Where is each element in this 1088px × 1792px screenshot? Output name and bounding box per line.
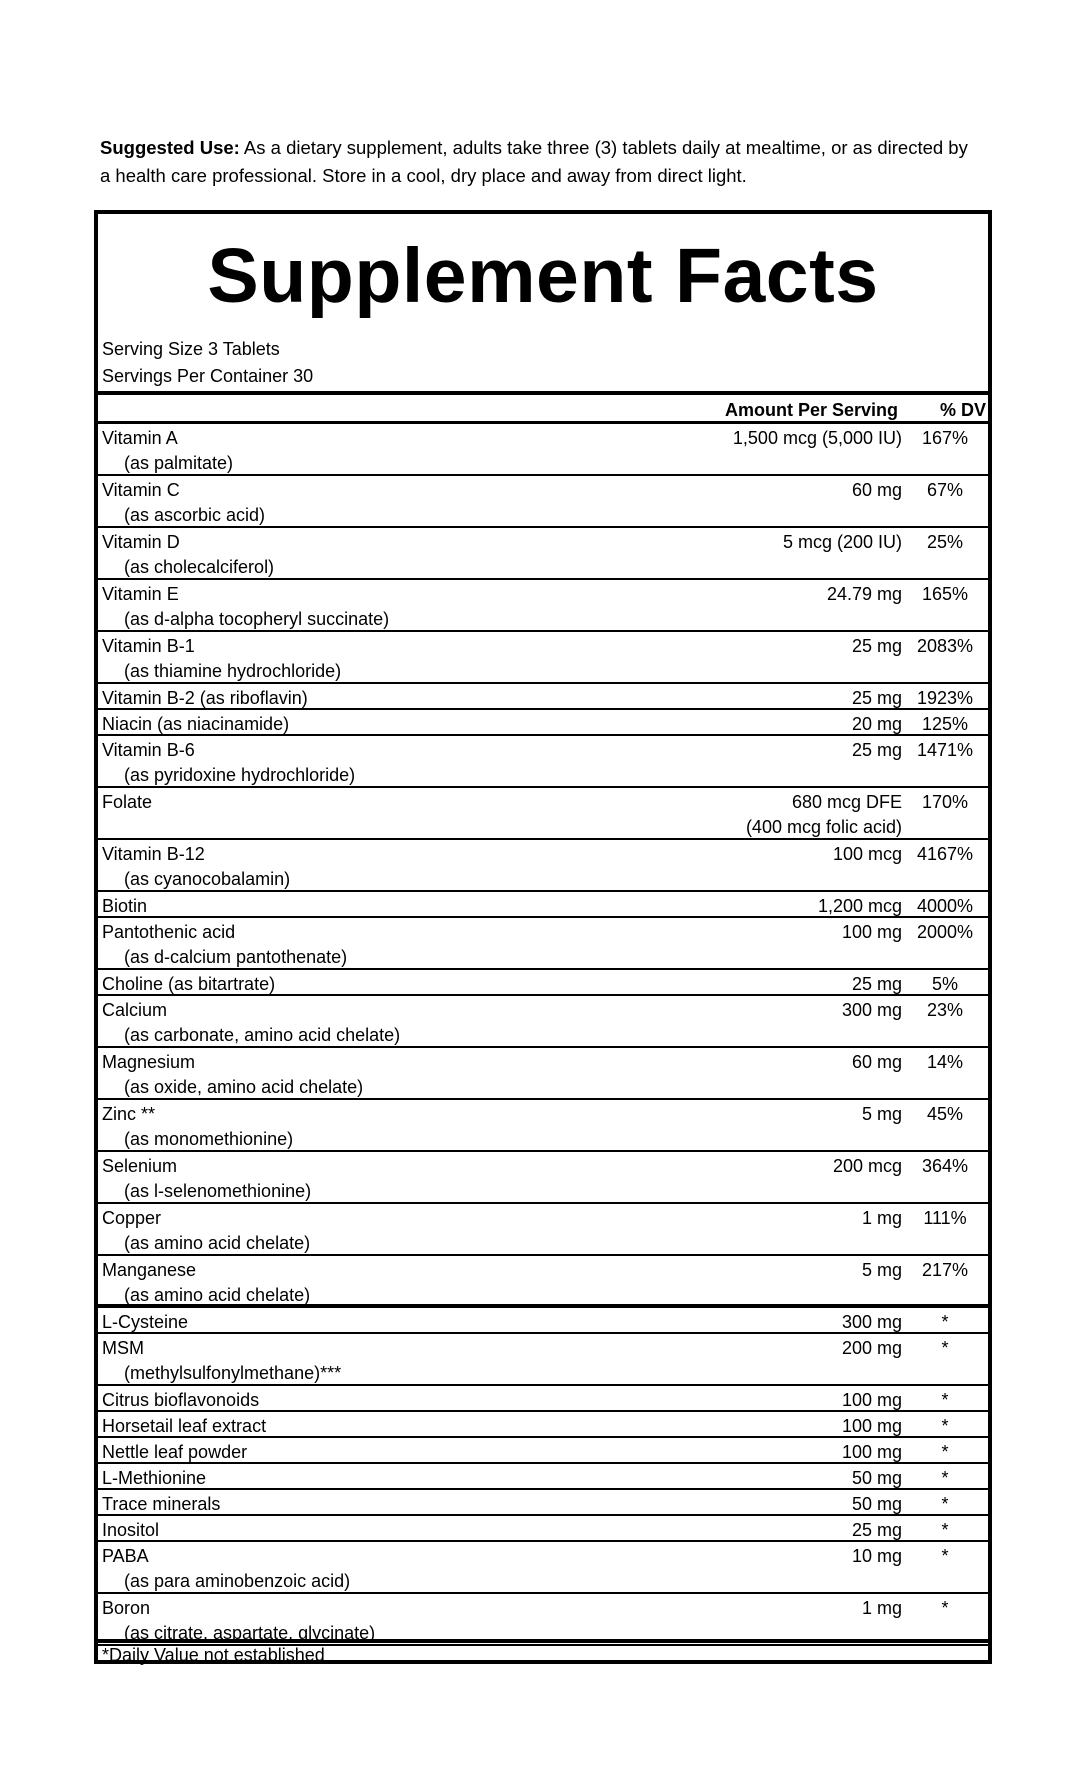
- nutrient-row: [98, 1048, 988, 1100]
- nutrient-amount: 200 mcg: [832, 1156, 902, 1176]
- nutrient-row: [98, 632, 988, 684]
- nutrient-row: [98, 1100, 988, 1152]
- nutrient-amount: 20 mg: [851, 714, 902, 734]
- nutrient-amount: 200 mg: [841, 1338, 902, 1358]
- nutrient-source: (as d-calcium pantothenate): [124, 947, 348, 967]
- nutrient-dv: 1923%: [916, 688, 974, 708]
- nutrient-name: Boron: [102, 1598, 151, 1618]
- nutrient-amount: 25 mg: [851, 688, 902, 708]
- nutrient-source: (as carbonate, amino acid chelate): [124, 1025, 401, 1045]
- nutrient-row: [98, 1542, 988, 1594]
- nutrient-amount: 25 mg: [851, 740, 902, 760]
- nutrient-amount: 100 mg: [841, 922, 902, 942]
- nutrient-name: Nettle leaf powder: [102, 1442, 248, 1462]
- nutrient-amount: 5 mg: [861, 1104, 902, 1124]
- nutrient-source: (as amino acid chelate): [124, 1285, 311, 1305]
- nutrient-dv: 23%: [926, 1000, 964, 1020]
- nutrient-dv: *: [941, 1312, 949, 1332]
- nutrient-dv: 1471%: [916, 740, 974, 760]
- nutrient-name: Vitamin B-1: [102, 636, 195, 656]
- supplement-facts-panel: [94, 210, 992, 1664]
- nutrient-row: [98, 1204, 988, 1256]
- nutrient-row: [98, 1256, 988, 1308]
- nutrient-amount: 1,200 mcg: [817, 896, 902, 916]
- nutrient-amount: 25 mg: [851, 974, 902, 994]
- nutrient-name: Vitamin D: [102, 532, 180, 552]
- nutrient-dv: 170%: [921, 792, 969, 812]
- nutrient-row: [98, 788, 988, 840]
- serving-size: Serving Size 3 Tablets: [102, 339, 280, 359]
- nutrient-name: Choline (as bitartrate): [102, 974, 276, 994]
- nutrient-name: MSM: [102, 1338, 144, 1358]
- nutrient-dv: 165%: [921, 584, 969, 604]
- nutrient-name: Pantothenic acid: [102, 922, 236, 942]
- suggested-use-paragraph: [100, 134, 980, 190]
- nutrient-row: [98, 1334, 988, 1386]
- nutrient-amount: 100 mcg: [832, 844, 902, 864]
- nutrient-source: (as pyridoxine hydrochloride): [124, 765, 356, 785]
- header-dv: % DV: [939, 400, 986, 420]
- nutrient-dv: 2000%: [916, 922, 974, 942]
- nutrient-row: [98, 1412, 988, 1438]
- nutrient-row: [98, 892, 988, 918]
- nutrient-name: Horsetail leaf extract: [102, 1416, 267, 1436]
- nutrient-dv: *: [941, 1546, 949, 1566]
- nutrient-row: [98, 1516, 988, 1542]
- nutrient-row: [98, 1152, 988, 1204]
- nutrient-row: [98, 580, 988, 632]
- nutrient-row: [98, 684, 988, 710]
- nutrient-dv: *: [941, 1468, 949, 1488]
- nutrient-name: Citrus bioflavonoids: [102, 1390, 260, 1410]
- nutrient-dv: 217%: [921, 1260, 969, 1280]
- nutrient-amount: 60 mg: [851, 480, 902, 500]
- nutrient-dv: *: [941, 1338, 949, 1358]
- nutrient-source: (as amino acid chelate): [124, 1233, 311, 1253]
- nutrient-source: (methylsulfonylmethane)***: [124, 1363, 342, 1383]
- nutrient-dv: 2083%: [916, 636, 974, 656]
- nutrient-amount: 5 mcg (200 IU): [782, 532, 902, 552]
- nutrient-amount-note: (400 mcg folic acid): [745, 817, 902, 837]
- nutrient-dv: 111%: [923, 1208, 967, 1228]
- nutrient-amount: 5 mg: [861, 1260, 902, 1280]
- nutrient-dv: *: [941, 1390, 949, 1410]
- nutrient-row: [98, 1308, 988, 1334]
- nutrient-name: Biotin: [102, 896, 148, 916]
- nutrient-dv: 25%: [926, 532, 964, 552]
- nutrient-source: (as palmitate): [124, 453, 234, 473]
- nutrient-row: [98, 1490, 988, 1516]
- nutrient-name: Vitamin C: [102, 480, 180, 500]
- nutrient-dv: *: [941, 1442, 949, 1462]
- nutrient-source: (as monomethionine): [124, 1129, 294, 1149]
- nutrient-amount: 25 mg: [851, 636, 902, 656]
- nutrient-dv: 364%: [921, 1156, 969, 1176]
- nutrient-row: [98, 1464, 988, 1490]
- nutrient-row: [98, 710, 988, 736]
- nutrient-amount: 300 mg: [841, 1312, 902, 1332]
- nutrient-row: [98, 996, 988, 1048]
- nutrient-row: [98, 424, 988, 476]
- nutrient-dv: *: [941, 1494, 949, 1514]
- nutrient-amount: 50 mg: [851, 1468, 902, 1488]
- footnote: *Daily Value not established: [102, 1645, 325, 1665]
- panel-title: Supplement Facts: [207, 233, 879, 319]
- nutrient-dv: *: [941, 1598, 949, 1618]
- nutrient-row: [98, 528, 988, 580]
- nutrient-source: (as citrate, aspartate, glycinate): [124, 1623, 376, 1643]
- nutrient-amount: 50 mg: [851, 1494, 902, 1514]
- nutrient-row: [98, 1386, 988, 1412]
- nutrient-amount: 100 mg: [841, 1416, 902, 1436]
- nutrient-name: Niacin (as niacinamide): [102, 714, 290, 734]
- suggested-use-label: Suggested Use:: [100, 137, 240, 158]
- nutrient-amount: 24.79 mg: [826, 584, 902, 604]
- nutrient-source: (as cyanocobalamin): [124, 869, 291, 889]
- nutrient-source: (as cholecalciferol): [124, 557, 275, 577]
- serving-info: [102, 336, 313, 390]
- nutrient-row: [98, 476, 988, 528]
- nutrient-name: PABA: [102, 1546, 149, 1566]
- nutrient-amount: 680 mcg DFE: [791, 792, 902, 812]
- nutrient-amount: 100 mg: [841, 1442, 902, 1462]
- nutrient-dv: 167%: [921, 428, 969, 448]
- nutrient-name: Zinc **: [102, 1104, 156, 1124]
- suggested-use-text: As a dietary supplement, adults take three (3) tablets daily at mealtime, or as directed by a health care professional. Store in a cool, dry place and away from direct light.: [100, 137, 968, 186]
- nutrient-dv: 5%: [931, 974, 958, 994]
- nutrient-amount: 100 mg: [841, 1390, 902, 1410]
- nutrient-row: [98, 840, 988, 892]
- nutrient-source: (as d-alpha tocopheryl succinate): [124, 609, 390, 629]
- nutrient-amount: 25 mg: [851, 1520, 902, 1540]
- nutrient-source: (as ascorbic acid): [124, 505, 266, 525]
- nutrient-name: Vitamin B-12: [102, 844, 205, 864]
- nutrient-table: [98, 424, 988, 1646]
- nutrient-name: Vitamin B-6: [102, 740, 195, 760]
- nutrient-dv: 4167%: [916, 844, 974, 864]
- nutrient-name: L-Cysteine: [102, 1312, 189, 1332]
- nutrient-name: Inositol: [102, 1520, 160, 1540]
- nutrient-name: Magnesium: [102, 1052, 196, 1072]
- nutrient-amount: 1,500 mcg (5,000 IU): [732, 428, 902, 448]
- nutrient-dv: *: [941, 1520, 949, 1540]
- nutrient-name: Selenium: [102, 1156, 178, 1176]
- nutrient-name: Calcium: [102, 1000, 168, 1020]
- nutrient-name: Trace minerals: [102, 1494, 221, 1514]
- nutrient-amount: 1 mg: [861, 1208, 902, 1228]
- nutrient-name: Manganese: [102, 1260, 197, 1280]
- nutrient-row: [98, 918, 988, 970]
- nutrient-name: Folate: [102, 792, 153, 812]
- nutrient-row: [98, 1438, 988, 1464]
- nutrient-name: Vitamin A: [102, 428, 178, 448]
- nutrient-name: Vitamin B-2 (as riboflavin): [102, 688, 308, 708]
- nutrient-dv: 67%: [926, 480, 964, 500]
- servings-per-container: Servings Per Container 30: [102, 366, 314, 386]
- nutrient-dv: 125%: [921, 714, 969, 734]
- nutrient-row: [98, 970, 988, 996]
- nutrient-name: Vitamin E: [102, 584, 179, 604]
- nutrient-amount: 10 mg: [851, 1546, 902, 1566]
- nutrient-name: Copper: [102, 1208, 162, 1228]
- nutrient-source: (as l-selenomethionine): [124, 1181, 312, 1201]
- nutrient-source: (as oxide, amino acid chelate): [124, 1077, 364, 1097]
- nutrient-name: L-Methionine: [102, 1468, 207, 1488]
- nutrient-amount: 1 mg: [861, 1598, 902, 1618]
- table-header: [98, 391, 988, 424]
- nutrient-amount: 300 mg: [841, 1000, 902, 1020]
- nutrient-source: (as para aminobenzoic acid): [124, 1571, 351, 1591]
- nutrient-source: (as thiamine hydrochloride): [124, 661, 342, 681]
- nutrient-dv: 14%: [926, 1052, 964, 1072]
- nutrient-dv: *: [941, 1416, 949, 1436]
- nutrient-dv: 45%: [926, 1104, 964, 1124]
- nutrient-dv: 4000%: [916, 896, 974, 916]
- header-amount: Amount Per Serving: [724, 400, 898, 420]
- nutrient-row: [98, 736, 988, 788]
- nutrient-amount: 60 mg: [851, 1052, 902, 1072]
